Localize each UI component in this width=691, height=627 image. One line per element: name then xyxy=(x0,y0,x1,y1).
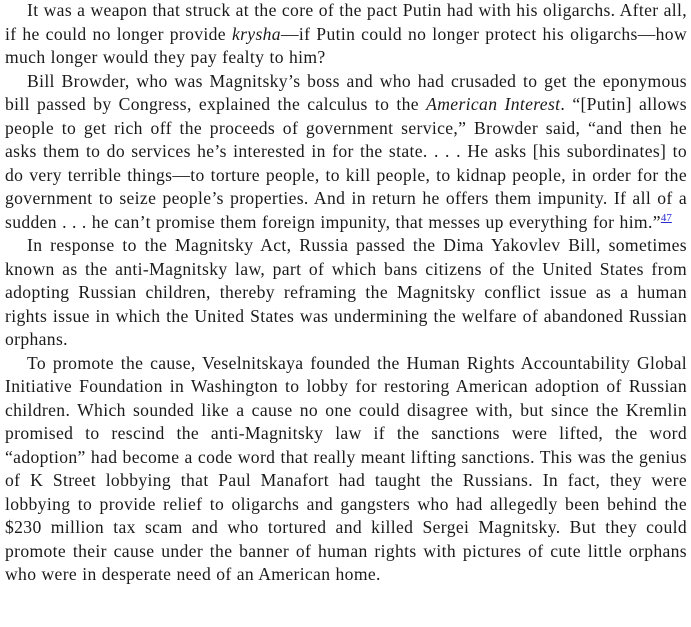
italic-publication-title: American Interest xyxy=(426,94,561,114)
paragraph-putin-pact xyxy=(5,0,687,70)
paragraph-anti-magnitsky-law: In response to the Magnitsky Act, Russia passed the Dima Yakovlev Bill, sometimes known as the anti-Magnitsky law, part of which bans citizens of the United States from adopting Russian children, thereby reframing the Magnitsky conflict issue as a human rights issue in which the United States was undermining the welfare of abandoned Russian orphans. xyxy=(5,235,687,349)
paragraph-text: —if Putin could no longer protect his oligarchs—how much longer would they pay fealty to him? xyxy=(5,23,688,67)
book-page xyxy=(5,0,687,587)
paragraph-text: Bill Browder, who was Magnitsky’s boss and who had crusaded to get the eponymous bill passed by Congress, explained the calculus to the xyxy=(5,70,687,114)
paragraph-browder-quote xyxy=(5,70,687,235)
paragraph-veselnitskaya-foundation: To promote the cause, Veselnitskaya founded the Human Rights Accountability Global Initiative Foundation in Washington to lobby for restoring American adoption of Russian children. Which sounded like a cause no one could disagree with, but since the Kremlin promised to rescind the anti-Magnitsky law if the sanctions were lifted, the word “adoption” had become a code word that really meant lifting sanctions. This was the genius of K Street lobbying that Paul Manafort had taught the Russians. In fact, they were lobbying to provide relief to oligarchs and gangsters who had allegedly been behind the $230 million tax scam and who tortured and killed Sergei Magnitsky. But they could promote their cause under the banner of human rights with pictures of cute little orphans who were in desperate need of an American home. xyxy=(5,352,687,584)
footnote-link[interactable]: 47 xyxy=(660,211,672,224)
paragraph-text: It was a weapon that struck at the core of the pact Putin had with his oligarchs. After all, if he could no longer provide xyxy=(5,0,687,44)
italic-term-krysha: krysha xyxy=(231,23,281,44)
paragraph-text: . “[Putin] allows people to get rich off the proceeds of government service,” Browder said, “and then he asks them to do services he’s interested in for the state. . . . He asks [his subordinates] to do very terrible things—to torture people, to kill people, to kidnap people, in order for the government to seize people’s properties. And in return he offers them impunity. If all of a sudden . . . he can’t promise them foreign impunity, that messes up everything for him.” xyxy=(5,94,687,232)
